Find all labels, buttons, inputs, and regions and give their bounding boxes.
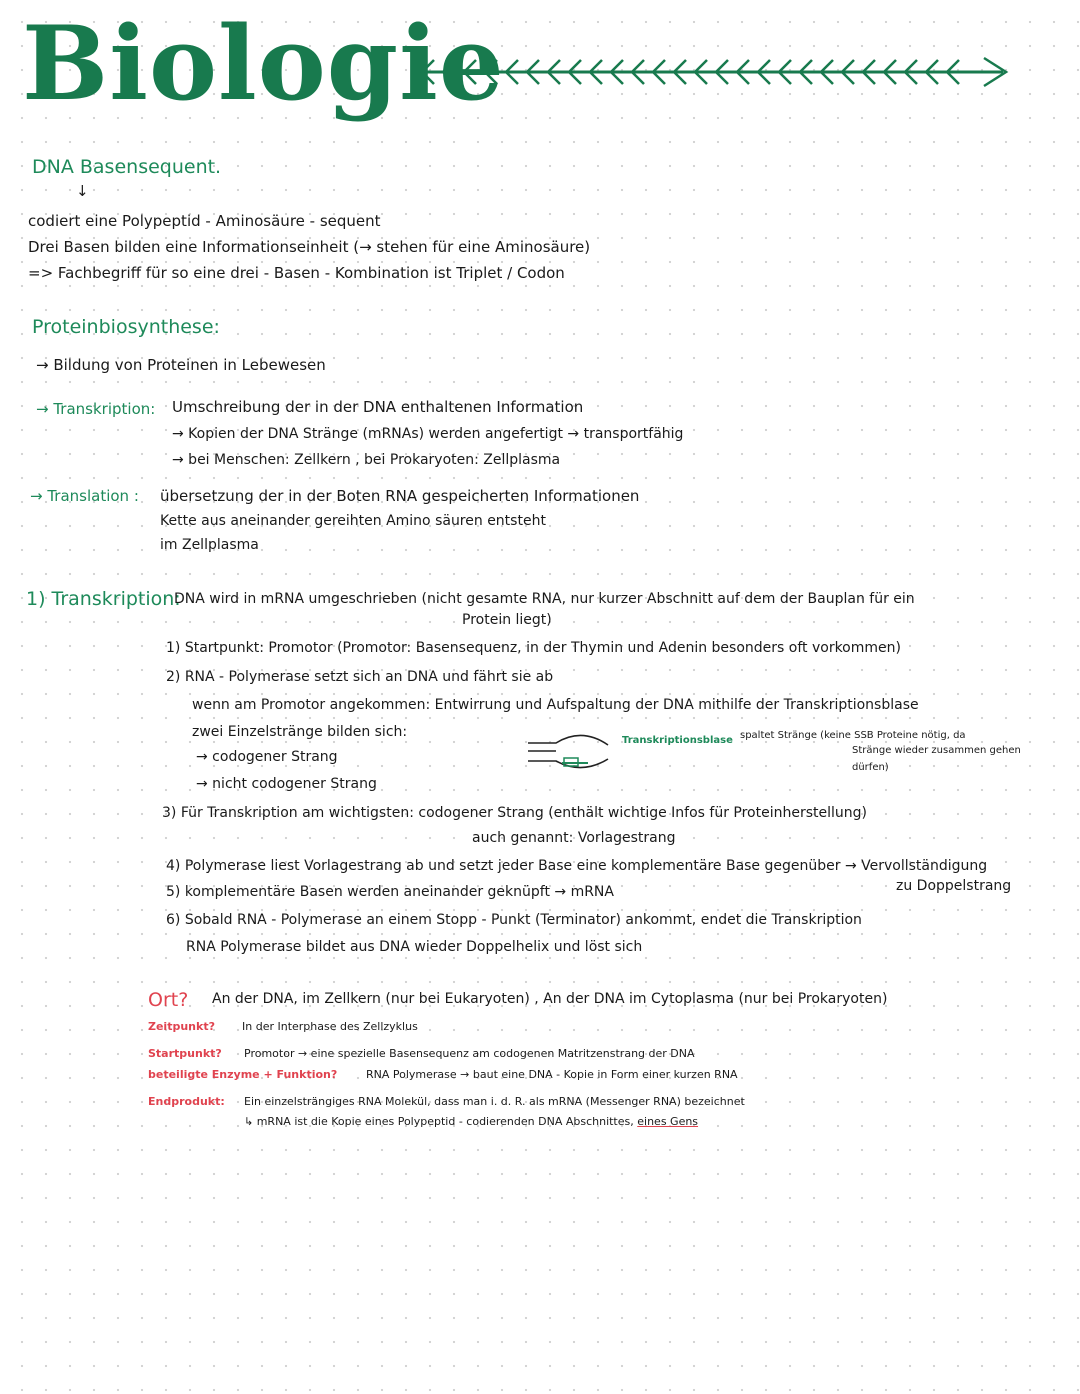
step-2: 2) RNA - Polymerase setzt sich an DNA und fährt sie ab — [166, 669, 554, 685]
transkriptionsblase-sketch — [526, 727, 616, 777]
endprodukt-sub — [244, 1115, 698, 1128]
bubble-text-3: dürfen) — [852, 762, 889, 773]
pbs-translation-text-1: übersetzung der in der Boten RNA gespeicherten Informationen — [160, 487, 640, 505]
bubble-text-2: Stränge wieder zusammen gehen — [852, 745, 1021, 756]
intro-line-2: Drei Basen bilden eine Informationseinheit (→ stehen für eine Aminosäure) — [28, 238, 591, 256]
zeitpunkt-text: In der Interphase des Zellzyklus — [242, 1020, 418, 1033]
step-5: 5) komplementäre Basen werden aneinander geknüpft → mRNA — [166, 884, 614, 900]
transkription-line-1: DNA wird in mRNA umgeschrieben (nicht gesamte RNA, nur kurzer Abschnitt auf dem der Bauplan für ein — [174, 591, 915, 607]
step-6b: RNA Polymerase bildet aus DNA wieder Doppelhelix und löst sich — [186, 939, 643, 955]
arrow-decoration — [418, 50, 1018, 94]
pbs-bildung: → Bildung von Proteinen in Lebewesen — [36, 356, 326, 374]
pbs-translation-label: → Translation : — [30, 487, 139, 505]
pbs-translation-text-2: Kette aus aneinander gereihten Amino säuren entsteht — [160, 513, 546, 529]
page-title: Biologie — [22, 4, 505, 124]
step-1: 1) Startpunkt: Promotor (Promotor: Basensequenz, in der Thymin und Adenin besonders oft vorkommen) — [166, 640, 901, 656]
pbs-transkription-text: Umschreibung der in der DNA enthaltenen Information — [172, 398, 584, 416]
endprodukt-sub-text: ↳ mRNA ist die Kopie eines Polypeptid - codierenden DNA Abschnittes, — [244, 1115, 634, 1128]
startpunkt-text: Promotor → eine spezielle Basensequenz am codogenen Matritzenstrang der DNA — [244, 1047, 695, 1060]
zeitpunkt-label: Zeitpunkt? — [148, 1020, 215, 1033]
step-2d: → nicht codogener Strang — [196, 776, 377, 792]
step-4b: zu Doppelstrang — [896, 878, 1012, 894]
step-4: 4) Polymerase liest Vorlagestrang ab und setzt jeder Base eine komplementäre Base gegenüber → Vervollständigung — [166, 858, 988, 874]
pbs-translation-text-3: im Zellplasma — [160, 537, 259, 553]
step-3: 3) Für Transkription am wichtigsten: codogener Strang (enthält wichtige Infos für Proteinherstellung) — [162, 805, 867, 821]
endprodukt-text: Ein einzelsträngiges RNA Molekül, dass man i. d. R. als mRNA (Messenger RNA) bezeichnet — [244, 1095, 745, 1108]
transkription-line-1b: Protein liegt) — [462, 612, 552, 628]
pbs-transkription-label: → Transkription: — [36, 400, 156, 418]
step-2b: zwei Einzelstränge bilden sich: — [192, 724, 408, 740]
intro-line-3: => Fachbegriff für so eine drei - Basen - Kombination ist Triplet / Codon — [28, 264, 565, 282]
pbs-transkription-sub2: → bei Menschen: Zellkern , bei Prokaryoten: Zellplasma — [172, 452, 561, 468]
pbs-transkription-sub1: → Kopien der DNA Stränge (mRNAs) werden angefertigt → transportfähig — [172, 426, 684, 442]
enzyme-text: RNA Polymerase → baut eine DNA - Kopie in Form einer kurzen RNA — [366, 1068, 738, 1081]
dna-heading: DNA Basensequent. — [32, 156, 222, 178]
transkription-heading: 1) Transkription: — [26, 588, 181, 610]
bubble-label: Transkriptionsblase — [622, 735, 733, 746]
ort-text: An der DNA, im Zellkern (nur bei Eukaryoten) , An der DNA im Cytoplasma (nur bei Prokaryoten) — [212, 991, 888, 1007]
step-6: 6) Sobald RNA - Polymerase an einem Stopp - Punkt (Terminator) ankommt, endet die Transkription — [166, 912, 862, 928]
intro-line-1: codiert eine Polypeptid - Aminosäure - sequent — [28, 212, 381, 230]
step-3b: auch genannt: Vorlagestrang — [472, 830, 676, 846]
step-2a: wenn am Promotor angekommen: Entwirrung und Aufspaltung der DNA mithilfe der Transkriptionsblase — [192, 697, 919, 713]
step-2c: → codogener Strang — [196, 749, 338, 765]
endprodukt-label: Endprodukt: — [148, 1095, 225, 1108]
down-arrow-icon: ↓ — [76, 182, 89, 200]
endprodukt-sub-emphasis: eines Gens — [637, 1115, 699, 1128]
startpunkt-label: Startpunkt? — [148, 1047, 222, 1060]
bubble-text: spaltet Stränge (keine SSB Proteine nötig, da — [740, 730, 966, 741]
enzyme-label: beteiligte Enzyme + Funktion? — [148, 1068, 338, 1081]
ort-label: Ort? — [148, 989, 189, 1011]
pbs-heading: Proteinbiosynthese: — [32, 316, 220, 338]
